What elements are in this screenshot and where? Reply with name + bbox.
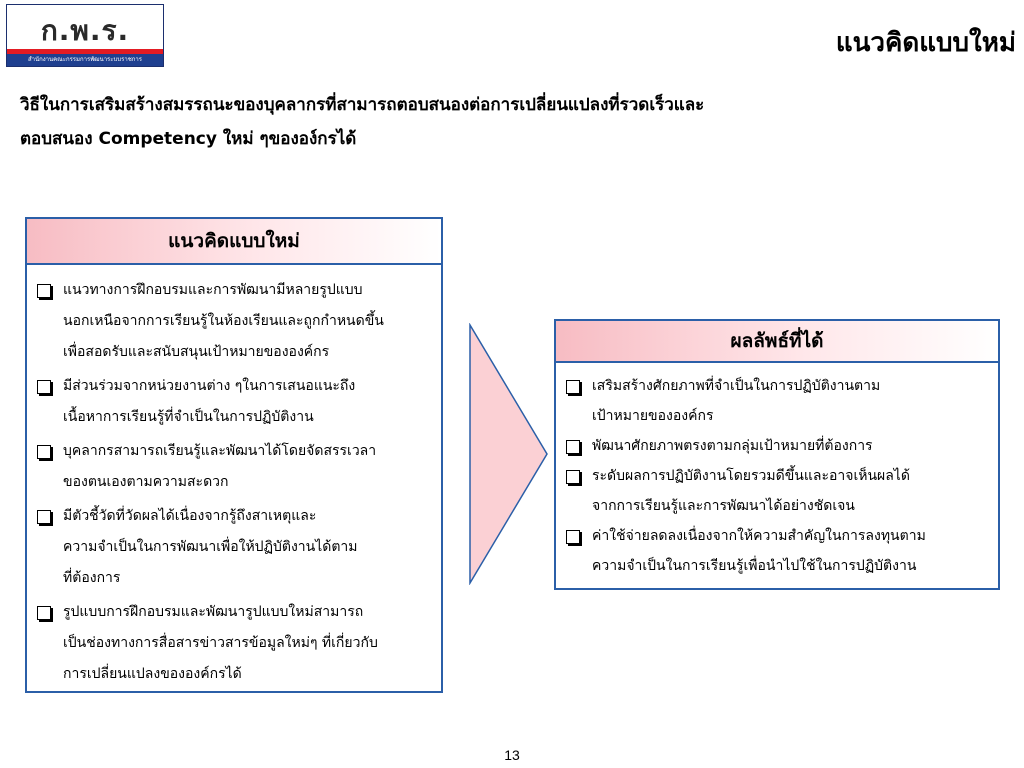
list-item: [566, 461, 994, 521]
item-line: พัฒนาศักยภาพตรงตามกลุ่มเป้าหมายที่ต้องการ: [592, 438, 873, 454]
logo-subtitle: สำนักงานคณะกรรมการพัฒนาระบบราชการ: [7, 54, 163, 66]
item-line: ค่าใช้จ่ายลดลงเนื่องจากให้ความสำคัญในการลงทุนตาม: [592, 528, 926, 544]
item-line: เสริมสร้างศักยภาพที่จำเป็นในการปฏิบัติงานตาม: [592, 378, 881, 394]
arrow-right-icon: [469, 323, 549, 585]
item-line: ที่ต้องการ: [63, 570, 121, 586]
checkbox-bullet-icon: [37, 445, 51, 459]
item-line: นอกเหนือจากการเรียนรู้ในห้องเรียนและถูกกำหนดขึ้น: [63, 313, 384, 329]
checkbox-bullet-icon: [566, 440, 580, 454]
new-concept-list: [37, 275, 437, 690]
item-line: รูปแบบการฝึกอบรมและพัฒนารูปแบบใหม่สามารถ: [63, 604, 364, 620]
checkbox-bullet-icon: [37, 380, 51, 394]
list-item: [566, 431, 994, 461]
subtitle: [20, 88, 980, 156]
item-line: เป็นช่องทางการสื่อสารข่าวสารข้อมูลใหม่ๆ ที่เกี่ยวกับ: [63, 635, 378, 651]
list-item: [566, 521, 994, 581]
item-line: ความจำเป็นในการพัฒนาเพื่อให้ปฏิบัติงานได้ตาม: [63, 539, 358, 555]
page-number: 13: [504, 747, 520, 763]
slide-title: แนวคิดแบบใหม่: [835, 28, 1016, 58]
item-line: มีตัวชี้วัดที่วัดผลได้เนื่องจากรู้ถึงสาเหตุและ: [63, 508, 317, 524]
checkbox-bullet-icon: [37, 284, 51, 298]
checkbox-bullet-icon: [566, 380, 580, 394]
checkbox-bullet-icon: [566, 530, 580, 544]
list-item: [37, 275, 437, 368]
item-line: เป้าหมายขององค์กร: [592, 408, 714, 424]
new-concept-heading: แนวคิดแบบใหม่: [27, 219, 441, 265]
item-line: ของตนเองตามความสะดวก: [63, 474, 229, 490]
subtitle-line: ตอบสนอง Competency ใหม่ ๆขององ์กรได้: [20, 129, 357, 149]
item-line: การเปลี่ยนแปลงขององค์กรได้: [63, 666, 242, 682]
checkbox-bullet-icon: [37, 606, 51, 620]
item-line: แนวทางการฝึกอบรมและการพัฒนามีหลายรูปแบบ: [63, 282, 363, 298]
item-line: จากการเรียนรู้และการพัฒนาได้อย่างชัดเจน: [592, 498, 855, 514]
results-box: [554, 319, 1000, 590]
item-line: เนื้อหาการเรียนรู้ที่จำเป็นในการปฏิบัติงาน: [63, 409, 314, 425]
results-heading: ผลลัพธ์ที่ได้: [556, 321, 998, 363]
logo: [6, 4, 164, 67]
list-item: [37, 436, 437, 498]
item-line: มีส่วนร่วมจากหน่วยงานต่าง ๆในการเสนอแนะถึง: [63, 378, 356, 394]
list-item: [37, 371, 437, 433]
item-line: ระดับผลการปฏิบัติงานโดยรวมดีขึ้นและอาจเห็นผลได้: [592, 468, 910, 484]
results-list: [566, 371, 994, 581]
checkbox-bullet-icon: [37, 510, 51, 524]
list-item: [37, 597, 437, 690]
item-line: ความจำเป็นในการเรียนรู้เพื่อนำไปใช้ในการปฏิบัติงาน: [592, 558, 917, 574]
item-line: บุคลากรสามารถเรียนรู้และพัฒนาได้โดยจัดสรรเวลา: [63, 443, 377, 459]
new-concept-box: [25, 217, 443, 693]
checkbox-bullet-icon: [566, 470, 580, 484]
item-line: เพื่อสอดรับและสนับสนุนเป้าหมายขององค์กร: [63, 344, 330, 360]
list-item: [566, 371, 994, 431]
logo-text: ก.พ.ร.: [40, 14, 130, 47]
list-item: [37, 501, 437, 594]
subtitle-line: วิธีในการเสริมสร้างสมรรถนะของบุคลากรที่สามารถตอบสนองต่อการเปลี่ยนแปลงที่รวดเร็วและ: [20, 95, 705, 115]
